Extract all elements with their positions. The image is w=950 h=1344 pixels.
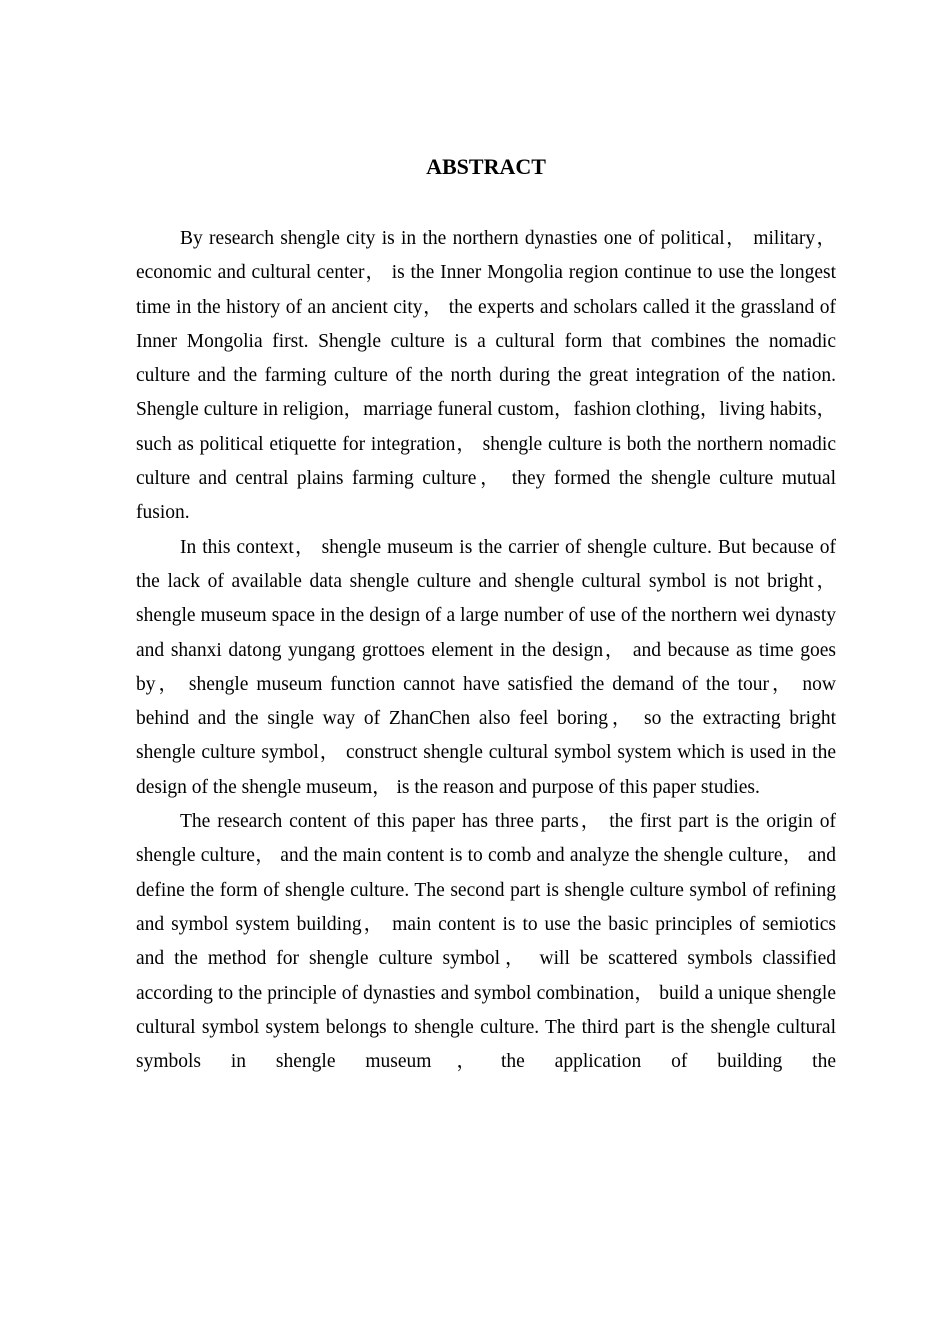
- abstract-paragraph-3: The research content of this paper has three parts， the first part is the origin of shengle culture， and the main content is to comb and analyze the shengle culture， and define the form of shengle culture. The second part is shengle culture symbol of refining and symbol system building， main content is to use the basic principles of semiotics and the method for shengle culture symbol， will be scattered symbols classified according to the principle of dynasties and symbol combination， build a unique shengle cultural symbol system belongs to shengle culture. The third part is the shengle cultural symbols in shengle museum，the application of building the: [136, 811, 836, 1073]
- abstract-paragraph-2: In this context， shengle museum is the carrier of shengle culture. But because of the lack of available data shengle culture and shengle cultural symbol is not bright，shengle museum space in the design of a large number of use of the northern wei dynasty and shanxi datong yungang grottoes element in the design， and because as time goes by， shengle museum function cannot have satisfied the demand of the tour， now behind and the single way of ZhanChen also feel boring， so the extracting bright shengle culture symbol， construct shengle cultural symbol system which is used in the design of the shengle museum， is the reason and purpose of this paper studies.: [136, 536, 836, 798]
- abstract-body: [136, 222, 836, 1079]
- abstract-title: ABSTRACT: [426, 154, 546, 179]
- abstract-paragraph-1: By research shengle city is in the northern dynasties one of political， military， economic and cultural center， is the Inner Mongolia region continue to use the longest time in the history of an ancient city， the experts and scholars called it the grassland of Inner Mongolia first. Shengle culture is a cultural form that combines the nomadic culture and the farming culture of the north during the great integration of the nation. Shengle culture in religion，marriage funeral custom，fashion clothing，living habits，such as political etiquette for integration， shengle culture is both the northern nomadic culture and central plains farming culture， they formed the shengle culture mutual fusion.: [136, 228, 836, 524]
